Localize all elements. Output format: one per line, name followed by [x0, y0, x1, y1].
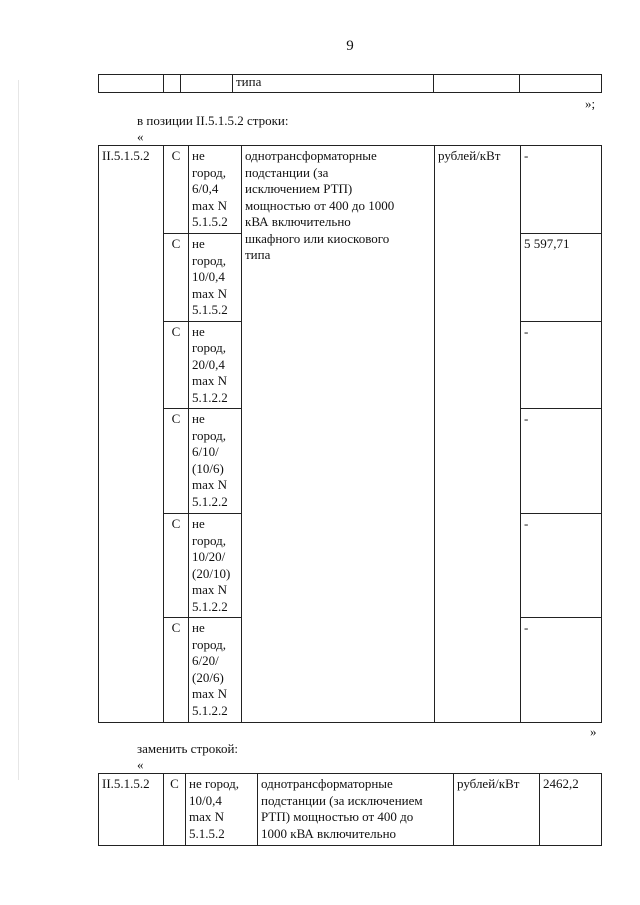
new-letter: С [164, 774, 186, 846]
new-tariff-table [98, 773, 602, 846]
scan-margin-line [18, 80, 19, 780]
old-category-5: не город, 10/20/ (20/10) max N 5.1.2.2 [189, 514, 242, 618]
old-value-1: - [521, 146, 602, 234]
new-category: не город, 10/0,4 max N 5.1.5.2 [186, 774, 258, 846]
old-letter-5: С [164, 514, 189, 618]
old-code: II.5.1.5.2 [99, 146, 164, 723]
top-cell-6 [520, 75, 602, 93]
top-cell-3 [181, 75, 233, 93]
top-cell-type: типа [233, 75, 434, 93]
intro-text: в позиции II.5.1.5.2 строки: [137, 113, 289, 128]
old-value-4: - [521, 409, 602, 514]
old-category-6: не город, 6/20/ (20/6) max N 5.1.2.2 [189, 618, 242, 723]
old-letter-1: С [164, 146, 189, 234]
old-value-5: - [521, 514, 602, 618]
old-description: однотрансформаторные подстанции (за исключением РТП) мощностью от 400 до 1000 кВА включительно шкафного или киоскового типа [242, 146, 435, 723]
quote-close-1: »; [585, 96, 596, 111]
old-letter-2: С [164, 234, 189, 322]
top-cell-1 [99, 75, 164, 93]
old-category-2: не город, 10/0,4 max N 5.1.5.2 [189, 234, 242, 322]
new-unit: рублей/кВт [454, 774, 540, 846]
old-category-1: не город, 6/0,4 max N 5.1.5.2 [189, 146, 242, 234]
quote-open-2: « [137, 757, 144, 772]
new-code: II.5.1.5.2 [99, 774, 164, 846]
quote-close-2: » [590, 724, 597, 739]
old-category-4: не город, 6/10/ (10/6) max N 5.1.2.2 [189, 409, 242, 514]
old-letter-6: С [164, 618, 189, 723]
replace-text: заменить строкой: [137, 741, 239, 756]
old-value-6: - [521, 618, 602, 723]
top-cell-5 [434, 75, 520, 93]
old-value-3: - [521, 321, 602, 409]
quote-open-1: « [137, 129, 144, 144]
top-table-fragment [98, 74, 602, 93]
old-letter-3: С [164, 321, 189, 409]
new-value: 2462,2 [540, 774, 602, 846]
old-tariff-table [98, 145, 602, 723]
top-cell-2 [164, 75, 181, 93]
old-unit: рублей/кВт [435, 146, 521, 723]
old-value-2: 5 597,71 [521, 234, 602, 322]
old-category-3: не город, 20/0,4 max N 5.1.2.2 [189, 321, 242, 409]
page-number: 9 [346, 38, 354, 54]
new-row [99, 774, 602, 846]
new-description: однотрансформаторные подстанции (за исключением РТП) мощностью от 400 до 1000 кВА включительно [258, 774, 454, 846]
old-row-1 [99, 146, 602, 234]
old-letter-4: С [164, 409, 189, 514]
